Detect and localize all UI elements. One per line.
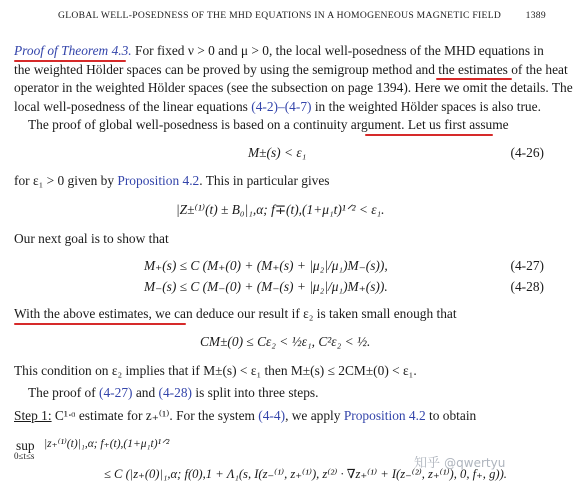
equation-z-bound: |Z±⁽¹⁾(t) ± B₀|₁,α; f∓(t),(1+μ₁t)¹ᐟ² < ε₁. — [176, 202, 385, 217]
step1-label: Step 1: — [14, 408, 52, 423]
step1-text-c: to obtain — [425, 408, 477, 423]
watermark — [414, 452, 505, 471]
watermark-handle: @qwertyu — [444, 456, 506, 470]
above-estimates-line — [14, 306, 546, 321]
step1-line — [14, 408, 546, 423]
split-line — [28, 385, 560, 400]
page-number: 1389 — [525, 10, 546, 21]
step1-text-b: , we apply — [285, 408, 344, 423]
para1-line1 — [14, 43, 546, 58]
above-estimates-phrase: With the above estimates, we can — [14, 306, 193, 321]
given-line-a: for ε₁ > 0 given by — [14, 173, 118, 188]
assume-phrase: Let us first assume — [407, 117, 509, 132]
equation-final-bound: ≤ C (|z₊(0)|₁,α; f(0),1 + Λ₁(s, I(z₋⁽¹⁾, z₊⁽¹⁾), z⁽²⁾ · ∇z₊⁽¹⁾ + I(z₋⁽²⁾, z₊⁽¹⁾), 0, f₊, g)). — [104, 467, 507, 481]
proposition-link-2[interactable]: Proposition 4.2 — [343, 408, 426, 423]
condition-line: This condition on ε₂ implies that if M±(s) < ε₁ then M±(s) ≤ 2CM±(0) < ε₁. — [14, 363, 417, 378]
para1-line4-b: in the weighted Hölder spaces is also true. — [311, 99, 541, 114]
step1-text-a: C¹ᐧᵅ estimate for z₊⁽¹⁾. For the system — [51, 408, 259, 423]
system-ref-link[interactable]: (4-4) — [258, 408, 286, 423]
para1-line5-a: The proof of global well-posedness is based on a continuity argument. — [28, 117, 408, 132]
proof-theorem-link[interactable]: Proof of Theorem 4.3. — [14, 43, 132, 58]
highlight-underline — [14, 323, 186, 325]
para1-line5 — [28, 117, 560, 132]
eq-ref-link[interactable]: (4-2)–(4-7) — [251, 99, 312, 114]
para1-line4 — [14, 99, 546, 114]
equation-4-27: M₊(s) ≤ C (M₊(0) + (M₊(s) + |μ₂|/μ₁)M₋(s)), — [144, 258, 388, 273]
split-line-b: is split into three steps. — [192, 385, 319, 400]
para1-line4-a: local well-posedness of the linear equations — [14, 99, 252, 114]
running-title: GLOBAL WELL-POSEDNESS OF THE MHD EQUATIONS IN A HOMOGENEOUS MAGNETIC FIELD — [58, 10, 502, 21]
given-line — [14, 173, 546, 188]
watermark-site: 知乎 — [414, 456, 441, 471]
para1-line1-text: For fixed ν > 0 and μ > 0, the local well-posedness of the MHD equations in — [131, 43, 544, 58]
eq-ref-4-27-link[interactable]: (4-27) — [99, 385, 133, 400]
equation-4-26: M±(s) < ε₁ — [248, 145, 307, 160]
equation-number-4-26: (4-26) — [510, 145, 544, 160]
given-line-b: . This in particular gives — [199, 173, 330, 188]
estimates-phrase: estimates of — [458, 62, 523, 77]
goal-line: Our next goal is to show that — [14, 231, 169, 246]
running-header — [58, 10, 546, 21]
split-line-mid: and — [132, 385, 159, 400]
para1-line2 — [14, 62, 568, 77]
sup-range: 0≤t≤s — [14, 451, 35, 461]
para1-line3: operator in the weighted Hölder spaces (see the subsection on page 1394). Here we omit the details. The — [14, 80, 573, 95]
above-estimates-rest: deduce our result if ε₂ is taken small enough that — [192, 306, 457, 321]
equation-number-4-28: (4-28) — [510, 279, 544, 294]
equation-4-28: M₋(s) ≤ C (M₋(0) + (M₋(s) + |μ₂|/μ₁)M₊(s)). — [144, 279, 388, 294]
para1-line2-a: the weighted Hölder spaces can be proved by using the semigroup method and the — [14, 62, 459, 77]
sup-operator: sup — [16, 438, 35, 453]
proposition-link[interactable]: Proposition 4.2 — [117, 173, 200, 188]
highlight-underline — [365, 134, 493, 136]
para1-line2-c: the heat — [522, 62, 568, 77]
split-line-a: The proof of — [28, 385, 100, 400]
equation-number-4-27: (4-27) — [510, 258, 544, 273]
sup-body: |z₊⁽¹⁾(t)|₁,α; f₊(t),(1+μ₁t)¹ᐟ² — [44, 438, 170, 450]
eq-ref-4-28-link[interactable]: (4-28) — [158, 385, 192, 400]
equation-condition: CM±(0) ≤ Cε₂ < ½ε₁, C²ε₂ < ½. — [200, 334, 371, 349]
